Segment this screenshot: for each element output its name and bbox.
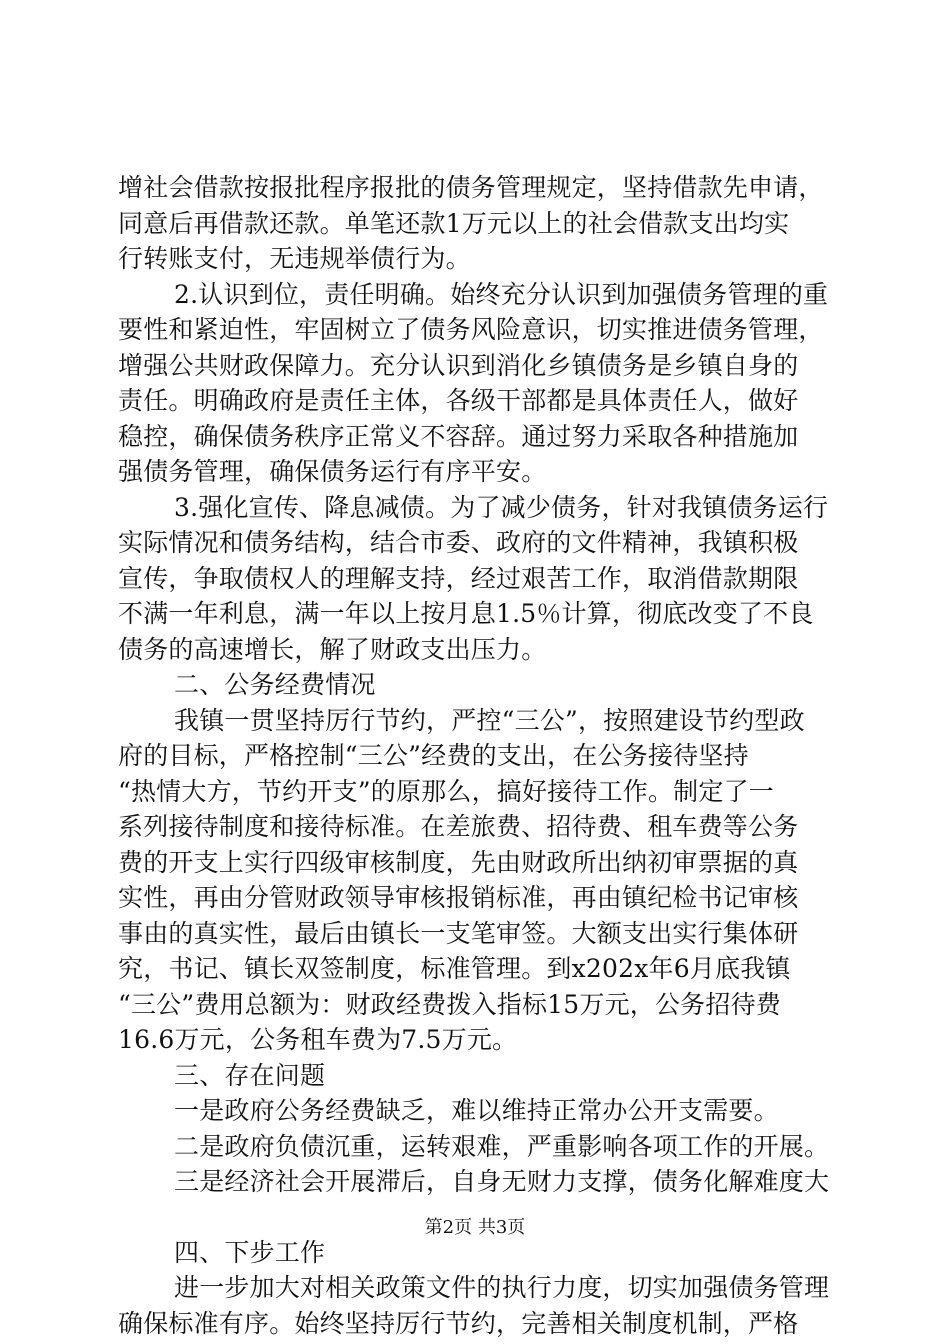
text-line: “热情大方，节约开支”的原那么，搞好接待工作。制定了一 <box>118 776 774 806</box>
text-line: 实性，再由分管财政领导审核报销标准，再由镇纪检书记审核 <box>118 883 799 912</box>
text-line: 增强公共财政保障力。充分认识到消化乡镇债务是乡镇自身的 <box>118 350 799 380</box>
text-line: 府的目标，严格控制“三公”经费的支出，在公务接待坚持 <box>118 741 749 770</box>
text-line: 强债务管理，确保债务运行有序平安。 <box>118 457 547 486</box>
text-line: 二是政府负债沉重，运转艰难，严重影响各项工作的开展。 <box>174 1131 830 1161</box>
text-line: 实际情况和债务结构，结合市委、政府的文件精神，我镇积极 <box>118 528 799 557</box>
text-line: 究，书记、镇长双签制度，标准管理。到x202x年6月底我镇 <box>118 954 791 983</box>
text-line: 3.强化宣传、降息减债。为了减少债务，针对我镇债务运行 <box>174 492 829 522</box>
document-body <box>118 170 834 1341</box>
text-line: 确保标准有序。始终坚持厉行节约，完善相关制度机制，严格 <box>118 1308 799 1338</box>
text-line: 我镇一贯坚持厉行节约，严控“三公”，按照建设节约型政 <box>174 705 805 735</box>
text-line: 费的开支上实行四级审核制度，先由财政所出纳初审票据的真 <box>118 847 799 877</box>
text-line: 增社会借款按报批程序报批的债务管理规定，坚持借款先申请， <box>118 173 824 202</box>
text-line: 事由的真实性，最后由镇长一支笔审签。大额支出实行集体研 <box>118 918 799 948</box>
section-heading: 四、下步工作 <box>174 1237 326 1267</box>
text-line: 债务的高速增长，解了财政支出压力。 <box>118 634 547 664</box>
text-line: 稳控，确保债务秩序正常义不容辞。通过努力采取各种措施加 <box>118 421 799 451</box>
text-line: 一是政府公务经费缺乏，难以维持正常办公开支需要。 <box>174 1096 779 1125</box>
section-heading: 三、存在问题 <box>174 1060 326 1090</box>
text-line: 系列接待制度和接待标准。在差旅费、招待费、租车费等公务 <box>118 812 799 841</box>
text-line: 同意后再借款还款。单笔还款1万元以上的社会借款支出均实 <box>118 208 790 238</box>
text-line: 16.6万元，公务租车费为7.5万元。 <box>118 1025 518 1054</box>
text-line: 责任。明确政府是责任主体，各级干部都是具体责任人，做好 <box>118 386 799 415</box>
page-number-footer: 第2页 共3页 <box>424 1217 526 1238</box>
text-line: 宣传，争取债权人的理解支持，经过艰苦工作，取消借款期限 <box>118 563 799 593</box>
text-line: 进一步加大对相关政策文件的执行力度，切实加强债务管理 <box>174 1273 830 1302</box>
text-line: 要性和紧迫性，牢固树立了债务风险意识，切实推进债务管理， <box>118 315 824 344</box>
text-line: 三是经济社会开展滞后，自身无财力支撑，债务化解难度大 <box>174 1167 830 1196</box>
text-line: 2.认识到位，责任明确。始终充分认识到加强债务管理的重 <box>174 279 829 309</box>
text-line: 不满一年利息，满一年以上按月息1.5％计算，彻底改变了不良 <box>118 599 814 628</box>
text-line: 行转账支付，无违规举债行为。 <box>118 244 471 273</box>
section-heading: 二、公务经费情况 <box>174 670 376 699</box>
text-line: “三公”费用总额为：财政经费拨入指标15万元，公务招待费 <box>118 989 781 1019</box>
